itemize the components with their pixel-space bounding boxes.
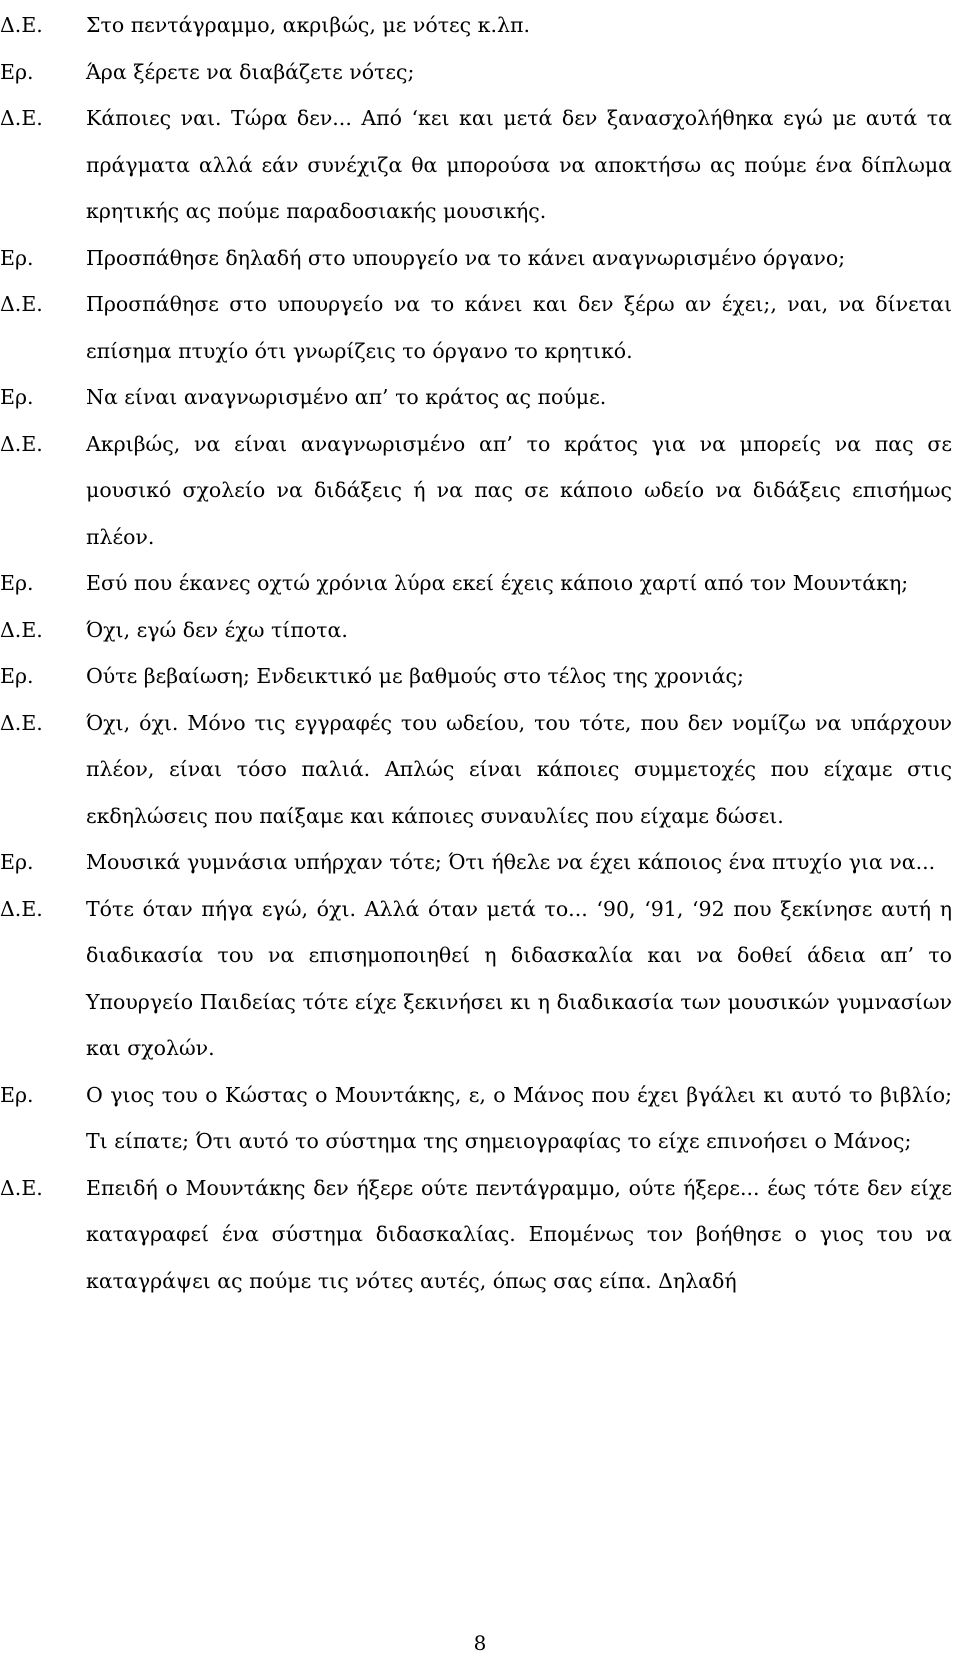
dialogue-turn (0, 49, 960, 96)
dialogue-turn (0, 281, 960, 374)
dialogue-turn (0, 886, 960, 1072)
speaker-label: Ερ. (0, 571, 34, 595)
utterance-text: Ακριβώς, να είναι αναγνωρισμένο απ’ το κράτος για να μπορείς να πας σε μουσικό σχολείο να διδάξεις ή να πας σε κάποιο ωδείο να διδάξεις επισήμως πλέον. (86, 431, 952, 549)
dialogue-turn (0, 839, 960, 886)
utterance-text: Κάποιες ναι. Τώρα δεν... Από ‘κει και μετά δεν ξανασχολήθηκα εγώ με αυτά τα πράγματα αλλά εάν συνέχιζα θα μπορούσα να αποκτήσω ας πούμε ένα δίπλωμα κρητικής ας πούμε παραδοσιακής μουσικής. (86, 106, 952, 223)
speaker-label: Ερ. (0, 850, 34, 874)
utterance-text: Μουσικά γυμνάσια υπήρχαν τότε; Ότι ήθελε να έχει κάποιος ένα πτυχίο για να... (86, 850, 936, 874)
dialogue-turn (0, 1072, 960, 1165)
dialogue-turn (0, 2, 960, 49)
utterance-text: Όχι, εγώ δεν έχω τίποτα. (86, 617, 348, 642)
utterance-text: Εσύ που έκανες οχτώ χρόνια λύρα εκεί έχεις κάποιο χαρτί από τον Μουντάκη; (86, 571, 909, 595)
speaker-label: Ερ. (0, 664, 34, 688)
utterance-text: Επειδή ο Μουντάκης δεν ήξερε ούτε πεντάγραμμο, ούτε ήξερε... έως τότε δεν είχε καταγραφεί ένα σύστημα διδασκαλίας. Επομένως τον βοήθησε ο γιος του να καταγράψει ας πούμε τις νότες αυτές, όπως σας είπα. Δηλαδή (86, 1175, 952, 1293)
dialogue-turn (0, 607, 960, 654)
dialogue-turn (0, 374, 960, 421)
speaker-label: Δ.Ε. (0, 431, 43, 456)
dialogue-turn (0, 421, 960, 561)
speaker-label: Δ.Ε. (0, 292, 43, 316)
utterance-text: Προσπάθησε στο υπουργείο να το κάνει και δεν ξέρω αν έχει;, ναι, να δίνεται επίσημα πτυχίο ότι γνωρίζεις το όργανο το κρητικό. (86, 292, 952, 363)
dialogue-turn (0, 700, 960, 840)
utterance-text: Ο γιος του ο Κώστας ο Μουντάκης, ε, ο Μάνος που έχει βγάλει κι αυτό το βιβλίο; Τι είπατε; Ότι αυτό το σύστημα της σημειογραφίας το είχε επινοήσει ο Μάνος; (86, 1082, 952, 1153)
dialogue-turn (0, 1165, 960, 1305)
dialogue-turn (0, 235, 960, 282)
utterance-text: Όχι, όχι. Μόνο τις εγγραφές του ωδείου, του τότε, που δεν νομίζω να υπάρχουν πλέον, είναι τόσο παλιά. Απλώς είναι κάποιες συμμετοχές που είχαμε στις εκδηλώσεις που παίξαμε και κάποιες συναυλίες που είχαμε δώσει. (86, 710, 952, 828)
utterance-text: Άρα ξέρετε να διαβάζετε νότες; (86, 59, 415, 84)
speaker-label: Δ.Ε. (0, 617, 43, 642)
dialogue-turn (0, 653, 960, 700)
speaker-label: Δ.Ε. (0, 896, 43, 921)
utterance-text: Στο πεντάγραμμο, ακριβώς, με νότες κ.λπ. (86, 13, 530, 37)
speaker-label: Ερ. (0, 245, 34, 270)
interview-transcript (0, 2, 960, 1304)
dialogue-turn (0, 560, 960, 607)
utterance-text: Να είναι αναγνωρισμένο απ’ το κράτος ας πούμε. (86, 385, 607, 409)
speaker-label: Δ.Ε. (0, 1175, 43, 1200)
page-number: 8 (473, 1631, 487, 1655)
speaker-label: Δ.Ε. (0, 13, 43, 37)
speaker-label: Ερ. (0, 1082, 34, 1107)
utterance-text: Προσπάθησε δηλαδή στο υπουργείο να το κάνει αναγνωρισμένο όργανο; (86, 245, 846, 270)
speaker-label: Ερ. (0, 385, 34, 409)
speaker-label: Ερ. (0, 59, 34, 84)
dialogue-turn (0, 95, 960, 235)
speaker-label: Δ.Ε. (0, 106, 43, 130)
utterance-text: Τότε όταν πήγα εγώ, όχι. Αλλά όταν μετά το... ‘90, ‘91, ‘92 που ξεκίνησε αυτή η διαδικασία του να επισημοποιηθεί η διδασκαλία και να δοθεί άδεια απ’ το Υπουργείο Παιδείας τότε είχε ξεκινήσει κι η διαδικασία των μουσικών γυμνασίων και σχολών. (86, 896, 952, 1060)
utterance-text: Ούτε βεβαίωση; Ενδεικτικό με βαθμούς στο τέλος της χρονιάς; (86, 664, 744, 688)
speaker-label: Δ.Ε. (0, 710, 43, 735)
